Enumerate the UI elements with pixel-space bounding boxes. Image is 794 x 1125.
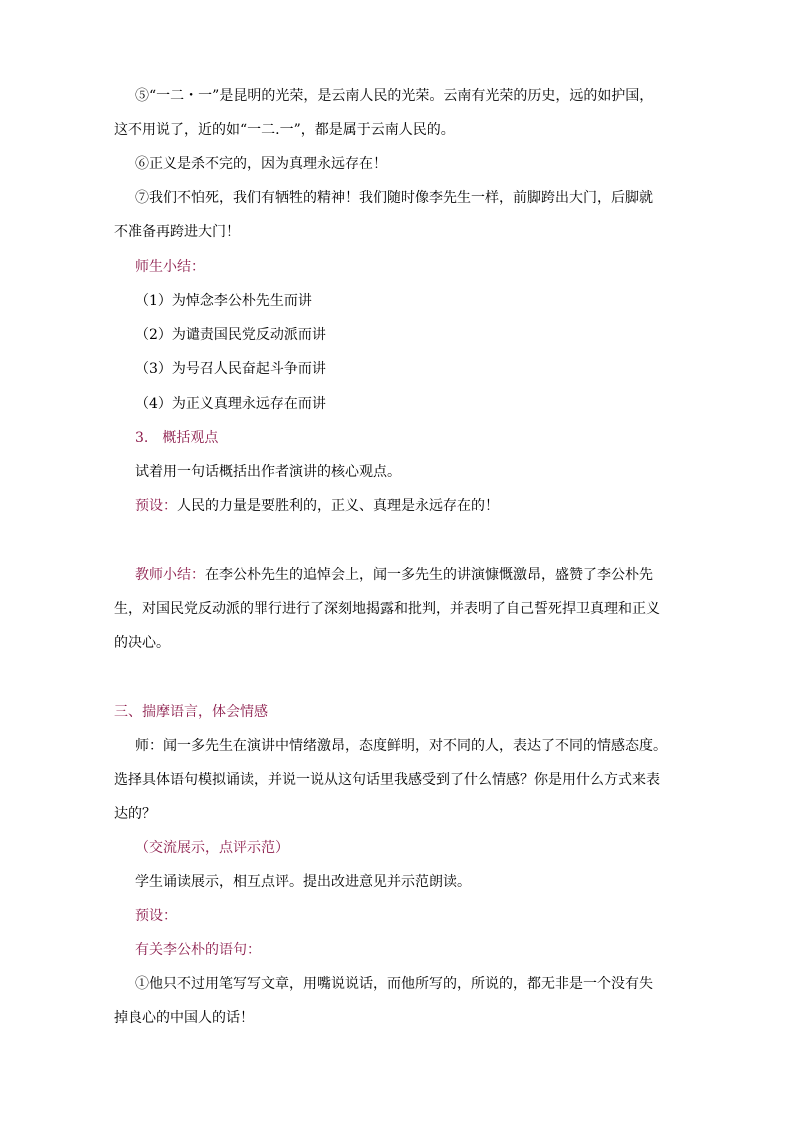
paragraph-line: 掉良心的中国人的话！: [114, 1010, 254, 1026]
paragraph-line: 学生诵读展示，相互点评。提出改进意见并示范朗读。: [135, 874, 471, 890]
summary-item: （3）为号召人民奋起斗争而讲: [135, 361, 326, 377]
paragraph-line: 师：闻一多先生在演讲中情绪激昂，态度鲜明，对不同的人，表达了不同的情感态度。: [135, 738, 667, 754]
section-heading: 三、揣摩语言，体会情感: [114, 704, 268, 720]
section-heading: 3. 概括观点: [135, 430, 219, 446]
summary-heading: 师生小结：: [135, 259, 205, 275]
paragraph-line: 的决心。: [114, 635, 170, 651]
preset-label: 预设：: [135, 498, 177, 514]
summary-item: （4）为正义真理永远存在而讲: [135, 396, 326, 412]
preset-line: [135, 496, 499, 516]
paragraph-line: ⑤“一二・一”是昆明的光荣，是云南人民的光荣。云南有光荣的历史，远的如护国，: [135, 88, 654, 104]
paragraph-line: ①他只不过用笔写写文章，用嘴说说话，而他所写的，所说的，都无非是一个没有失: [135, 976, 653, 992]
paragraph-line: ⑦我们不怕死，我们有牺牲的精神！我们随时像李先生一样，前脚跨出大门，后脚就: [135, 190, 653, 206]
paragraph-line: ⑥正义是杀不完的，因为真理永远存在！: [135, 156, 387, 172]
paragraph-line: 这不用说了，近的如“一二.一”，都是属于云南人民的。: [114, 122, 455, 138]
preset-text: 人民的力量是要胜利的，正义、真理是永远存在的！: [177, 498, 499, 514]
teacher-summary-line: [135, 565, 653, 585]
teacher-summary-label: 教师小结：: [135, 567, 205, 583]
summary-item: （1）为悼念李公朴先生而讲: [135, 293, 312, 309]
paragraph-line: 不准备再跨进大门！: [114, 224, 240, 240]
paragraph-line: 选择具体语句模拟诵读，并说一说从这句话里我感受到了什么情感？你是用什么方式来表: [114, 772, 660, 788]
paragraph-line: 生，对国民党反动派的罪行进行了深刻地揭露和批判，并表明了自己誓死捍卫真理和正义: [114, 601, 660, 617]
paragraph-line: 达的？: [114, 806, 156, 822]
paragraph-line: 试着用一句话概括出作者演讲的核心观点。: [135, 464, 401, 480]
activity-note: （交流展示，点评示范）: [135, 840, 289, 856]
subheading: 有关李公朴的语句：: [135, 942, 261, 958]
summary-item: （2）为谴责国民党反动派而讲: [135, 327, 326, 343]
teacher-summary-text: 在李公朴先生的追悼会上，闻一多先生的讲演慷慨激昂，盛赞了李公朴先: [205, 567, 653, 583]
preset-label: 预设：: [135, 908, 177, 924]
